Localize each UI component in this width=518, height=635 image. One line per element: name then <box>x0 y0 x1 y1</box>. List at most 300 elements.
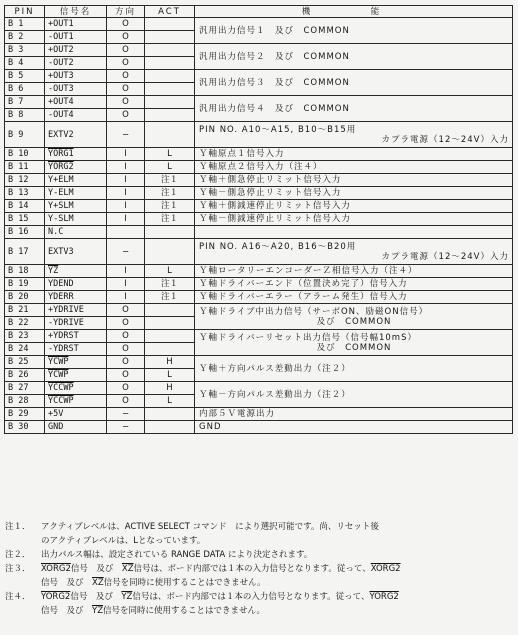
active-level-cell <box>145 57 195 70</box>
function-cell <box>195 122 513 148</box>
direction-cell <box>107 31 145 44</box>
direction-cell <box>107 382 145 395</box>
direction-cell-text: − <box>121 409 130 419</box>
direction-cell <box>107 213 145 226</box>
note-label: 注２． <box>5 550 31 560</box>
direction-cell <box>107 122 145 148</box>
active-level-cell-text: L <box>167 162 172 172</box>
function-cell <box>195 200 513 213</box>
header-active-level: ACT <box>145 6 195 18</box>
signal-cell <box>45 291 107 304</box>
pin-cell-text: B 26 <box>8 370 29 380</box>
pin-cell-text: B 17 <box>8 246 29 257</box>
pin-cell-text: B 13 <box>8 188 29 198</box>
direction-cell <box>107 278 145 291</box>
pin-cell-text: B 7 <box>8 97 24 107</box>
note-text <box>41 562 513 590</box>
pin-cell <box>5 18 45 31</box>
signal-cell <box>45 408 107 421</box>
direction-cell-text: I <box>124 201 127 211</box>
direction-cell-text: O <box>122 19 129 29</box>
note-text-segment: 信号 及び <box>70 592 122 602</box>
function-cell <box>195 213 513 226</box>
direction-cell-text: I <box>124 214 127 224</box>
pin-cell <box>5 408 45 421</box>
pin-cell-text: B 6 <box>8 84 24 94</box>
active-level-cell <box>145 96 195 109</box>
pin-cell-text: B 8 <box>8 110 24 120</box>
notes-section <box>5 520 513 618</box>
note-line <box>41 604 513 618</box>
signal-cell <box>45 148 107 161</box>
function-line: カプラ電源（12～24V）入力 <box>381 251 509 262</box>
note-signal-name: $\overline{YZ}$ <box>121 592 133 602</box>
function-line: Ｙ軸＋側急停止リミット信号入力 <box>199 175 342 185</box>
pin-cell <box>5 31 45 44</box>
active-level-cell <box>145 317 195 330</box>
direction-cell-text: I <box>124 149 127 159</box>
note-text-segment: 信号を同時に使用することはできません。 <box>103 578 266 588</box>
function-cell <box>195 421 513 434</box>
function-cell <box>195 356 513 382</box>
signal-cell <box>45 343 107 356</box>
signal-cell <box>45 395 107 408</box>
direction-cell-text: − <box>121 422 130 432</box>
pin-cell-text: B 16 <box>8 227 29 237</box>
table-row <box>5 70 513 83</box>
signal-cell <box>45 330 107 343</box>
note-line <box>41 520 513 534</box>
signal-cell-text: N.C <box>48 227 64 237</box>
pin-cell-text: B 25 <box>8 357 29 367</box>
direction-cell <box>107 226 145 239</box>
function-line: 汎用出力信号３ 及び COMMON <box>199 77 350 88</box>
direction-cell <box>107 421 145 434</box>
direction-cell <box>107 291 145 304</box>
signal-cell-text: +YDRST <box>48 331 79 341</box>
direction-cell <box>107 174 145 187</box>
table-row <box>5 44 513 57</box>
function-line: PIN NO. A16～A20, B16～B20用 <box>199 241 357 252</box>
note-item <box>5 590 513 618</box>
active-level-cell <box>145 174 195 187</box>
function-cell <box>195 408 513 421</box>
pin-cell-text: B 30 <box>8 422 29 432</box>
function-cell <box>195 44 513 70</box>
signal-cell-text: $\overline{YZ}$ <box>48 266 59 276</box>
table-row <box>5 148 513 161</box>
active-level-cell <box>145 265 195 278</box>
direction-cell-text: I <box>124 279 127 289</box>
signal-cell-text: +OUT1 <box>48 19 74 29</box>
active-level-cell-text: L <box>167 370 172 380</box>
pin-cell-text: B 2 <box>8 32 24 42</box>
signal-cell-text: -YDRST <box>48 344 79 354</box>
function-cell <box>195 304 513 330</box>
signal-cell-text: YCCWP <box>48 396 74 406</box>
signal-cell <box>45 356 107 369</box>
function-line: PIN NO. A10～A15, B10～B15用 <box>199 124 357 135</box>
note-text-segment: 信号を同時に使用することはできません。 <box>103 606 266 616</box>
active-level-cell <box>145 83 195 96</box>
signal-cell-text: +OUT4 <box>48 97 74 107</box>
function-line: Ｙ軸－側急停止リミット信号入力 <box>199 188 342 198</box>
pin-cell <box>5 278 45 291</box>
function-line: Ｙ軸＋方向パルス差動出力（注２） <box>199 363 351 374</box>
active-level-cell <box>145 109 195 122</box>
active-level-cell <box>145 421 195 434</box>
note-item <box>5 548 513 562</box>
pin-cell-text: B 3 <box>8 45 24 55</box>
pin-cell <box>5 382 45 395</box>
pin-cell <box>5 369 45 382</box>
direction-cell-text: I <box>124 292 127 302</box>
active-level-cell <box>145 382 195 395</box>
pin-cell <box>5 343 45 356</box>
table-row <box>5 356 513 369</box>
signal-cell <box>45 44 107 57</box>
pin-cell <box>5 57 45 70</box>
header-function: 機 能 <box>195 6 513 18</box>
direction-cell <box>107 304 145 317</box>
pin-cell-text: B 5 <box>8 71 24 81</box>
direction-cell-text: I <box>124 266 127 276</box>
note-text <box>41 548 513 562</box>
active-level-cell <box>145 356 195 369</box>
direction-cell <box>107 343 145 356</box>
function-cell <box>195 330 513 356</box>
direction-cell <box>107 44 145 57</box>
direction-cell-text: O <box>122 331 129 341</box>
active-level-cell <box>145 122 195 148</box>
direction-cell-text: O <box>122 71 129 81</box>
note-text-segment: のアクティブレベルは、Lとなっています。 <box>41 536 206 546</box>
direction-cell-text: I <box>124 188 127 198</box>
function-line: Ｙ軸－側減速停止リミット信号入力 <box>199 214 351 224</box>
pin-cell-text: B 27 <box>8 383 29 393</box>
pin-cell <box>5 70 45 83</box>
function-line: 汎用出力信号１ 及び COMMON <box>199 25 350 36</box>
function-line: Ｙ軸ドライブ中出力信号（サーボON、励磁ON信号） <box>199 306 429 317</box>
active-level-cell <box>145 226 195 239</box>
active-level-cell-text: 注１ <box>160 175 178 185</box>
signal-cell-text: YCWP <box>48 357 69 367</box>
signal-cell-text: -OUT2 <box>48 58 74 68</box>
pin-cell-text: B 24 <box>8 344 29 354</box>
active-level-cell-text: H <box>166 357 173 367</box>
signal-cell-text: YDERR <box>48 292 74 302</box>
active-level-cell <box>145 70 195 83</box>
note-line <box>41 590 513 604</box>
table-row <box>5 18 513 31</box>
note-signal-name: XORG2 <box>41 564 71 574</box>
direction-cell-text: I <box>124 162 127 172</box>
pin-cell-text: B 22 <box>8 318 29 328</box>
table-row <box>5 330 513 343</box>
function-line: 内部５Ｖ電源出力 <box>199 409 276 419</box>
note-signal-name: XORG2 <box>370 564 401 574</box>
signal-cell-text: +YDRIVE <box>48 305 84 315</box>
note-label: 注３． <box>5 564 31 574</box>
table-row <box>5 265 513 278</box>
note-line <box>41 576 513 590</box>
pin-cell <box>5 44 45 57</box>
note-text-segment: 信号は、ボード内部では１本の入力信号となります。従って、 <box>133 564 371 574</box>
function-line: GND <box>199 422 222 432</box>
active-level-cell <box>145 18 195 31</box>
header-direction: 方向 <box>107 6 145 18</box>
note-signal-name: $\overline{YZ}$ <box>92 606 104 616</box>
signal-cell <box>45 265 107 278</box>
signal-cell-text: -OUT1 <box>48 32 74 42</box>
function-cell <box>195 291 513 304</box>
direction-cell <box>107 330 145 343</box>
header-signal-name: 信号名 <box>45 6 107 18</box>
signal-cell-text: +5V <box>48 409 64 419</box>
table-body <box>5 18 513 434</box>
signal-cell-text: Y-SLM <box>48 214 74 224</box>
active-level-cell <box>145 148 195 161</box>
signal-cell-text: Y-ELM <box>48 188 74 198</box>
direction-cell-text: I <box>124 175 127 185</box>
signal-cell <box>45 187 107 200</box>
signal-cell-text: YORG1 <box>48 149 74 159</box>
table-row <box>5 161 513 174</box>
pin-cell <box>5 83 45 96</box>
signal-cell-text: -OUT4 <box>48 110 74 120</box>
direction-cell-text: O <box>122 84 129 94</box>
function-cell <box>195 382 513 408</box>
function-line: 及び COMMON <box>316 316 392 327</box>
active-level-cell <box>145 304 195 317</box>
direction-cell <box>107 239 145 265</box>
pin-cell <box>5 148 45 161</box>
signal-cell-text: -OUT3 <box>48 84 74 94</box>
table-row <box>5 187 513 200</box>
function-cell <box>195 148 513 161</box>
header-pin: PIN <box>5 6 45 18</box>
active-level-cell <box>145 44 195 57</box>
function-cell <box>195 278 513 291</box>
function-line: 及び COMMON <box>316 342 392 353</box>
direction-cell <box>107 265 145 278</box>
table-row <box>5 239 513 265</box>
signal-cell-text: YCWP <box>48 370 69 380</box>
direction-cell <box>107 18 145 31</box>
function-line: Ｙ軸＋側減速停止リミット信号入力 <box>199 201 351 211</box>
note-signal-name: $\overline{XZ}$ <box>92 578 104 588</box>
direction-cell-text: O <box>122 318 129 328</box>
signal-cell-text: -YDRIVE <box>48 318 84 328</box>
signal-cell <box>45 174 107 187</box>
active-level-cell <box>145 343 195 356</box>
signal-cell <box>45 70 107 83</box>
pin-cell <box>5 200 45 213</box>
signal-cell-text: YORG2 <box>48 162 74 172</box>
function-line: 汎用出力信号２ 及び COMMON <box>199 51 350 62</box>
signal-cell-text: EXTV3 <box>48 246 74 257</box>
signal-cell <box>45 278 107 291</box>
direction-cell <box>107 356 145 369</box>
table-row <box>5 291 513 304</box>
note-signal-name: YORG2 <box>369 592 399 602</box>
signal-cell <box>45 317 107 330</box>
pin-cell-text: B 15 <box>8 214 29 224</box>
signal-cell <box>45 83 107 96</box>
note-item <box>5 520 513 548</box>
table-row <box>5 408 513 421</box>
direction-cell-text: − <box>121 129 130 140</box>
active-level-cell-text: L <box>167 266 172 276</box>
active-level-cell-text: 注１ <box>160 292 178 302</box>
direction-cell-text: O <box>122 97 129 107</box>
function-cell <box>195 96 513 122</box>
pin-cell <box>5 226 45 239</box>
active-level-cell <box>145 213 195 226</box>
note-label: 注４． <box>5 592 31 602</box>
direction-cell-text: O <box>122 370 129 380</box>
direction-cell <box>107 109 145 122</box>
signal-cell <box>45 421 107 434</box>
active-level-cell <box>145 395 195 408</box>
signal-cell-text: GND <box>48 422 64 432</box>
active-level-cell <box>145 161 195 174</box>
signal-cell <box>45 239 107 265</box>
function-cell <box>195 174 513 187</box>
function-line: Ｙ軸－方向パルス差動出力（注２） <box>199 389 351 400</box>
function-cell <box>195 187 513 200</box>
active-level-cell <box>145 369 195 382</box>
pin-cell-text: B 11 <box>8 162 29 172</box>
direction-cell-text: − <box>121 246 130 257</box>
function-cell <box>195 226 513 239</box>
pin-cell <box>5 330 45 343</box>
signal-cell <box>45 57 107 70</box>
signal-cell <box>45 161 107 174</box>
function-line: Ｙ軸ドライバーリセット出力信号（信号幅10mS） <box>199 332 417 343</box>
note-text <box>41 590 513 618</box>
active-level-cell-text: 注１ <box>160 214 178 224</box>
pin-cell <box>5 317 45 330</box>
note-line <box>41 548 513 562</box>
pin-cell-text: B 19 <box>8 279 29 289</box>
signal-cell-text: +OUT3 <box>48 71 74 81</box>
note-text <box>41 520 513 548</box>
signal-cell <box>45 226 107 239</box>
active-level-cell <box>145 200 195 213</box>
note-text-segment: アクティブレベルは、ACTIVE SELECT コマンド により選択可能です。尚、リセット後 <box>41 522 379 532</box>
direction-cell-text: O <box>122 396 129 406</box>
table-row <box>5 122 513 148</box>
pin-assignment-table <box>4 5 513 434</box>
signal-cell <box>45 96 107 109</box>
pin-cell <box>5 356 45 369</box>
active-level-cell <box>145 291 195 304</box>
active-level-cell-text: L <box>167 149 172 159</box>
direction-cell <box>107 96 145 109</box>
direction-cell-text: O <box>122 383 129 393</box>
function-line: カプラ電源（12～24V）入力 <box>381 134 509 145</box>
direction-cell-text: O <box>122 58 129 68</box>
signal-cell <box>45 122 107 148</box>
pin-cell-text: B 14 <box>8 201 29 211</box>
note-item <box>5 562 513 590</box>
function-line: Ｙ軸原点２信号入力（注４） <box>199 162 323 172</box>
active-level-cell-text: L <box>167 396 172 406</box>
active-level-cell-text: 注１ <box>160 201 178 211</box>
note-signal-name: YORG2 <box>41 592 71 602</box>
active-level-cell-text: H <box>166 383 173 393</box>
table-row <box>5 304 513 317</box>
active-level-cell <box>145 239 195 265</box>
pin-cell-text: B 21 <box>8 305 29 315</box>
function-cell <box>195 18 513 44</box>
function-cell <box>195 161 513 174</box>
pin-cell <box>5 239 45 265</box>
direction-cell <box>107 317 145 330</box>
direction-cell-text: O <box>122 357 129 367</box>
note-text-segment: 出力パルス幅は、設定されている RANGE DATA により決定されます。 <box>41 550 313 560</box>
function-cell <box>195 70 513 96</box>
signal-cell <box>45 31 107 44</box>
table-row <box>5 226 513 239</box>
note-text-segment: 信号は、ボード内部では１本の入力信号となります。従って、 <box>132 592 370 602</box>
function-cell <box>195 265 513 278</box>
direction-cell-text: O <box>122 32 129 42</box>
active-level-cell <box>145 278 195 291</box>
signal-cell <box>45 213 107 226</box>
table-header <box>5 6 513 18</box>
pin-cell <box>5 395 45 408</box>
signal-cell <box>45 304 107 317</box>
function-line: Ｙ軸ドライバーエンド（位置決め完了）信号入力 <box>199 279 408 289</box>
direction-cell <box>107 70 145 83</box>
table-row <box>5 213 513 226</box>
pin-cell <box>5 174 45 187</box>
pin-cell-text: B 4 <box>8 58 24 68</box>
active-level-cell <box>145 330 195 343</box>
function-line: Ｙ軸ロータリーエンコーダーＺ相信号入力（注４） <box>199 266 418 276</box>
direction-cell <box>107 148 145 161</box>
note-text-segment: 信号 及び <box>41 578 93 588</box>
pin-cell-text: B 9 <box>8 129 24 140</box>
table-row <box>5 382 513 395</box>
table-row <box>5 278 513 291</box>
note-signal-name: $\overline{XZ}$ <box>121 564 134 574</box>
signal-cell-text: YDEND <box>48 279 74 289</box>
direction-cell-text: O <box>122 305 129 315</box>
pin-cell-text: B 1 <box>8 19 24 29</box>
signal-cell <box>45 369 107 382</box>
note-line <box>41 562 513 576</box>
pin-cell <box>5 421 45 434</box>
active-level-cell <box>145 187 195 200</box>
direction-cell-text: O <box>122 344 129 354</box>
signal-cell-text: +OUT2 <box>48 45 74 55</box>
signal-cell <box>45 382 107 395</box>
pin-cell-text: B 23 <box>8 331 29 341</box>
direction-cell <box>107 83 145 96</box>
direction-cell-text: O <box>122 45 129 55</box>
pin-cell <box>5 122 45 148</box>
pin-cell <box>5 109 45 122</box>
pin-cell-text: B 12 <box>8 175 29 185</box>
direction-cell <box>107 187 145 200</box>
pin-cell <box>5 161 45 174</box>
table-row <box>5 174 513 187</box>
note-text-segment: 信号 及び <box>70 564 122 574</box>
function-cell <box>195 239 513 265</box>
